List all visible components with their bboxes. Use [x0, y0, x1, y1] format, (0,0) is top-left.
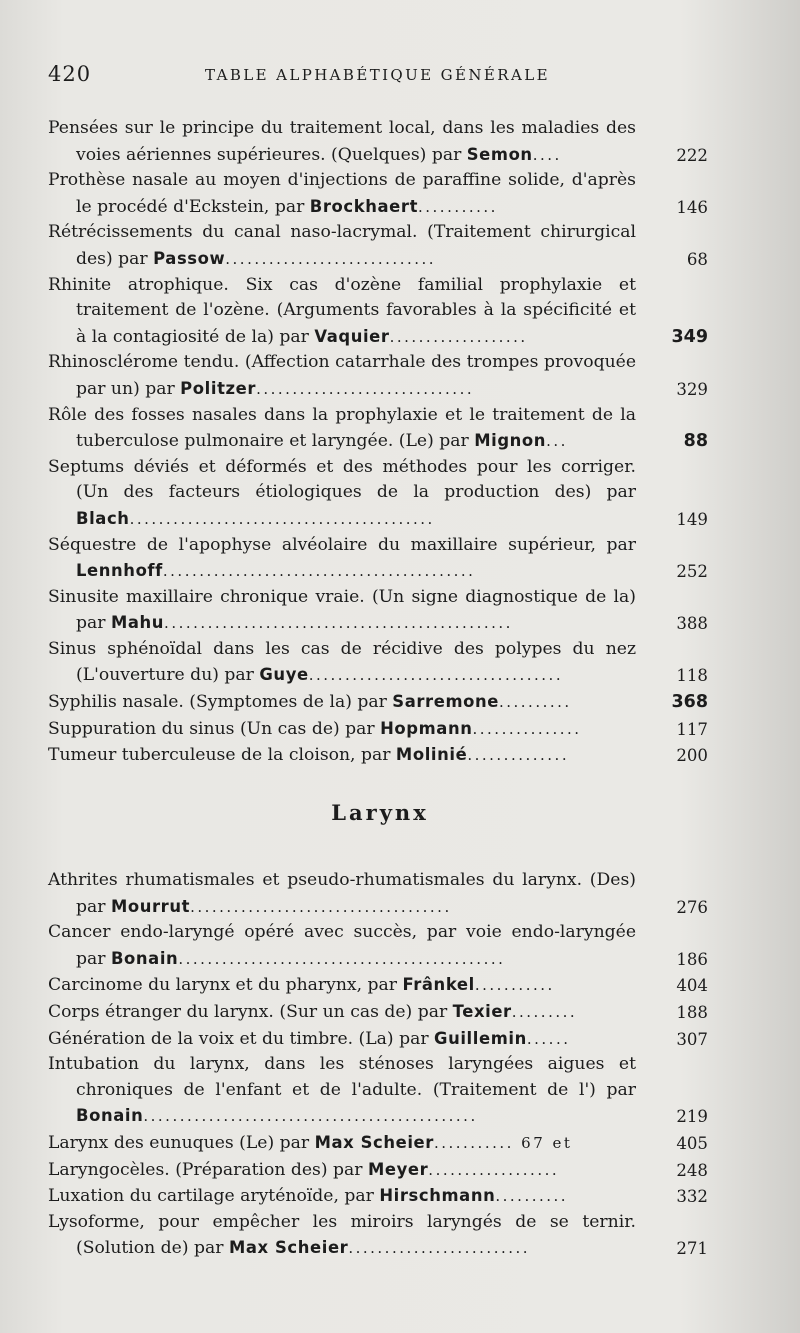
entry-author: Brockhaert	[309, 196, 418, 216]
entry-page-number: 200	[676, 746, 708, 766]
entry-text: Rhinite atrophique. Six cas d'ozène familial prophylaxie et traitement de l'ozène. (Arguments favorables à la spécificité et à la contagiosité de la) par	[48, 274, 636, 347]
entry-author: Semon	[466, 144, 533, 164]
entry-author: Mourrut	[110, 896, 191, 916]
index-entry	[48, 116, 708, 168]
index-entry	[48, 273, 708, 351]
entry-author: Hopmann	[380, 718, 473, 738]
index-entry	[48, 716, 708, 743]
dot-leader: .........	[511, 1002, 578, 1021]
entry-author: Sarremone	[392, 692, 499, 712]
entry-page-number: 188	[676, 1002, 708, 1022]
index-entry	[48, 999, 708, 1026]
entry-text: Septums déviés et déformés et des méthodes pour les corriger. (Un des facteurs étiologiques de la production des) par	[48, 456, 636, 503]
entry-text: Larynx des eunuques (Le) par	[48, 1132, 310, 1153]
entry-page-number: 186	[676, 949, 708, 969]
entry-page-number: 271	[676, 1239, 708, 1259]
entry-text: Syphilis nasale. (Symptomes de la) par	[48, 692, 387, 713]
entry-text: Lysoforme, pour empêcher les miroirs laryngés de se ternir. (Solution de) par	[48, 1211, 636, 1259]
entry-text: Tumeur tuberculeuse de la cloison, par	[48, 745, 391, 766]
entry-text: Prothèse nasale au moyen d'injections de paraffine solide, d'après le procédé d'Eckstein, par	[48, 170, 636, 217]
index-entry	[48, 350, 708, 402]
entry-text: Rôle des fosses nasales dans la prophylaxie et le traitement de la tuberculose pulmonaire et laryngée. (Le) par	[48, 404, 636, 452]
index-entry	[48, 689, 708, 716]
entry-text: Rhinosclérome tendu. (Affection catarrhale des trompes provoquée par un) par	[48, 352, 636, 399]
entry-author: Frânkel	[402, 975, 475, 995]
index-entry	[48, 585, 708, 637]
index-entry	[48, 168, 708, 220]
entry-page-number: 252	[676, 562, 708, 582]
dot-leader: ....	[532, 145, 562, 164]
entry-text: Laryngocèles. (Préparation des) par	[48, 1159, 363, 1180]
entry-author: Guillemin	[434, 1028, 527, 1048]
entry-page-number: 388	[676, 614, 708, 634]
entry-author: Mignon	[474, 431, 547, 451]
dot-leader: ...........	[474, 976, 555, 995]
entry-page-number: 368	[671, 692, 708, 713]
entry-author: Bonain	[110, 948, 179, 968]
dot-leader: ..........	[495, 1187, 569, 1206]
entry-page-number: 332	[676, 1187, 708, 1207]
entry-author: Guye	[259, 665, 309, 685]
index-entry	[48, 1052, 708, 1130]
index-entry	[48, 868, 708, 920]
entry-page-number: 349	[671, 326, 708, 347]
section-heading-larynx: Larynx	[331, 800, 429, 825]
dot-leader: ......	[526, 1029, 571, 1048]
entry-text: Cancer endo-laryngé opéré avec succès, par voie endo-laryngée par	[48, 922, 636, 969]
dot-leader: ...........	[418, 197, 498, 216]
index-list-larynx	[48, 868, 708, 1262]
entry-page-number: 149	[676, 509, 708, 529]
entry-page-number: 118	[676, 666, 708, 686]
entry-author: Blach	[76, 508, 130, 528]
entry-page-number: 404	[676, 976, 708, 996]
entry-text: Rétrécissements du canal naso-lacrymal. (Traitement chirurgical des) par	[48, 222, 636, 269]
entry-author: Hirschmann	[379, 1186, 496, 1206]
index-entry	[48, 742, 708, 769]
page-header	[48, 62, 688, 92]
page-number: 420	[48, 62, 92, 86]
entry-text: Suppuration du sinus (Un cas de) par	[48, 718, 375, 739]
entry-author: Meyer	[367, 1159, 429, 1179]
entry-page-number: 88	[683, 431, 708, 452]
dot-leader: ................................................	[164, 614, 513, 633]
entry-text: Pensées sur le principe du traitement local, dans les maladies des voies aériennes supérieures. (Quelques) par	[48, 118, 636, 165]
entry-author: Texier	[452, 1001, 512, 1021]
index-entry	[48, 1157, 708, 1184]
dot-leader: ..................	[428, 1160, 560, 1179]
index-entry	[48, 533, 708, 585]
entry-author: Max Scheier	[228, 1238, 349, 1258]
dot-leader: ........... 67 et	[433, 1133, 573, 1152]
entry-author: Politzer	[180, 378, 257, 398]
entry-author: Molinié	[395, 745, 468, 765]
index-list-nose	[48, 116, 708, 769]
index-entry	[48, 403, 708, 455]
index-entry	[48, 1183, 708, 1210]
entry-page-number: 276	[676, 897, 708, 917]
index-entry	[48, 455, 708, 533]
index-entry	[48, 1210, 708, 1262]
dot-leader: .............................	[225, 249, 437, 268]
index-entry	[48, 920, 708, 972]
entry-page-number: 222	[676, 145, 708, 165]
entry-text: Séquestre de l'apophyse alvéolaire du maxillaire supérieur, par	[48, 534, 636, 555]
entry-page-number: 307	[676, 1029, 708, 1049]
entry-author: Passow	[153, 248, 226, 268]
dot-leader: ..........	[498, 693, 572, 712]
entry-author: Max Scheier	[314, 1132, 434, 1152]
entry-text: Carcinome du larynx et du pharynx, par	[48, 975, 397, 996]
dot-leader: ...................................	[308, 666, 564, 685]
index-entry	[48, 637, 708, 689]
entry-page-number: 68	[686, 249, 708, 269]
dot-leader: .........................	[348, 1239, 531, 1258]
dot-leader: ...	[546, 432, 568, 451]
index-entry	[48, 972, 708, 999]
index-entry	[48, 220, 708, 272]
dot-leader: ..............................................	[143, 1107, 478, 1126]
index-entry	[48, 1026, 708, 1053]
entry-page-number: 117	[676, 719, 708, 739]
entry-text: Génération de la voix et du timbre. (La) par	[48, 1028, 429, 1049]
dot-leader: ....................................	[190, 897, 452, 916]
entry-author: Mahu	[110, 613, 165, 633]
entry-author: Vaquier	[314, 326, 390, 346]
entry-author: Lennhoff	[76, 561, 163, 581]
dot-leader: ..............	[467, 746, 570, 765]
entry-text: Sinus sphénoïdal dans les cas de récidive des polypes du nez (L'ouverture du) par	[48, 638, 636, 686]
entry-page-number: 329	[676, 379, 708, 399]
entry-page-number: 405	[676, 1133, 708, 1153]
entry-text: Luxation du cartilage aryténoïde, par	[48, 1186, 374, 1207]
dot-leader: ...............	[472, 719, 582, 738]
dot-leader: ...........................................	[162, 562, 476, 581]
running-title: TABLE ALPHABÉTIQUE GÉNÉRALE	[205, 66, 550, 84]
entry-text: Athrites rhumatismales et pseudo-rhumatismales du larynx. (Des) par	[48, 870, 636, 917]
dot-leader: ..........................................	[129, 509, 435, 528]
dot-leader: ...................	[389, 327, 528, 346]
entry-text: Intubation du larynx, dans les sténoses laryngées aigues et chroniques de l'enfant et de l'adulte. (Traitement de l') par	[48, 1054, 636, 1100]
entry-page-number: 248	[676, 1160, 708, 1180]
entry-page-number: 219	[676, 1107, 708, 1127]
dot-leader: .............................................	[178, 949, 506, 968]
entry-text: Corps étranger du larynx. (Sur un cas de) par	[48, 1001, 448, 1022]
entry-author: Bonain	[76, 1106, 144, 1126]
index-entry	[48, 1130, 708, 1157]
entry-text: Sinusite maxillaire chronique vraie. (Un signe diagnostique de la) par	[48, 586, 636, 634]
dot-leader: ..............................	[256, 379, 475, 398]
entry-page-number: 146	[676, 197, 708, 217]
